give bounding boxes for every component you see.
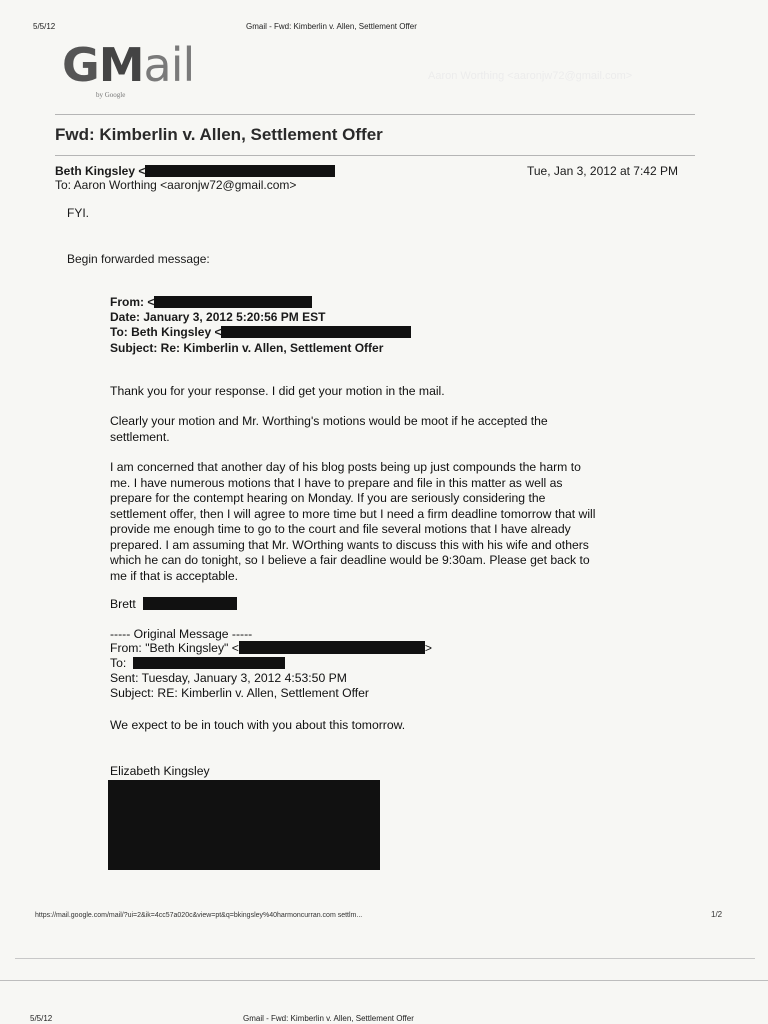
gmail-logo[interactable] — [62, 38, 194, 92]
fwd-para-2-line-1: Clearly your motion and Mr. Worthing's motions would be moot if he accepted the — [110, 414, 548, 428]
fwd-from-line — [110, 295, 312, 310]
fwd-para-1: Thank you for your response. I did get your motion in the mail. — [110, 384, 445, 398]
orig-body: We expect to be in touch with you about this tomorrow. — [110, 718, 406, 732]
fwd-para-3-line: provide me enough time to go to the court and file several motions that I have already — [110, 522, 571, 536]
orig-to-label: To: — [110, 656, 127, 670]
fwd-para-3-line: me if that is acceptable. — [110, 568, 239, 583]
logo-rest: ail — [143, 38, 195, 92]
page-number: 1/2 — [711, 910, 723, 919]
redaction-signoff-surname — [143, 597, 237, 610]
fwd-to-line — [110, 325, 411, 340]
account-email[interactable]: Aaron Worthing <aaronjw72@gmail.com> — [428, 70, 633, 82]
orig-from-close: > — [424, 641, 433, 655]
logo-g: G — [62, 38, 99, 92]
redaction-fwd-to — [221, 326, 411, 338]
email-subject: Fwd: Kimberlin v. Allen, Settlement Offer — [55, 125, 383, 144]
print-date: 5/5/12 — [33, 22, 56, 31]
logo-m: M — [98, 38, 144, 92]
sender-name: Beth Kingsley < — [55, 164, 146, 178]
subject-divider — [55, 155, 695, 156]
redaction-orig-to — [133, 657, 285, 669]
page-break-line-1 — [15, 958, 755, 959]
fwd-signoff — [110, 597, 237, 613]
page-break-line-2 — [0, 980, 768, 981]
fwd-subject-line: Subject: Re: Kimberlin v. Allen, Settlement Offer — [110, 341, 384, 355]
orig-sent-line: Sent: Tuesday, January 3, 2012 4:53:50 PM — [110, 671, 347, 685]
signoff-name: Brett — [110, 597, 136, 611]
fwd-to-label: To: Beth Kingsley < — [110, 325, 222, 339]
redaction-fwd-from — [154, 296, 312, 308]
redaction-sender-email — [145, 165, 335, 177]
fwd-para-3-line: settlement offer, then I will agree to more time but I need a firm deadline tomorrow that will — [110, 506, 596, 521]
top-divider — [55, 114, 695, 115]
next-page-title: Gmail - Fwd: Kimberlin v. Allen, Settlement Offer — [243, 1014, 414, 1023]
next-page-date: 5/5/12 — [30, 1014, 53, 1023]
fwd-para-3 — [110, 460, 670, 584]
fwd-date-line: Date: January 3, 2012 5:20:56 PM EST — [110, 310, 326, 324]
redaction-orig-from — [239, 641, 425, 654]
fwd-para-3-line: prepared. I am assuming that Mr. WOrthing wants to discuss this with his wife and others — [110, 537, 589, 552]
orig-from-line — [110, 641, 432, 657]
orig-signature-name: Elizabeth Kingsley — [110, 764, 210, 778]
fyi-text: FYI. — [67, 206, 90, 220]
begin-forwarded-text: Begin forwarded message: — [67, 252, 210, 266]
original-message-divider: ----- Original Message ----- — [110, 627, 253, 641]
footer-url[interactable]: https://mail.google.com/mail/?ui=2&ik=4cc57a020c&view=pt&q=bkingsley%40harmoncurran.com settlm... — [35, 912, 363, 919]
email-timestamp: Tue, Jan 3, 2012 at 7:42 PM — [527, 164, 678, 178]
fwd-para-3-line: which he can do tonight, so I believe a fair deadline would be 9:30am. Please get back to — [110, 553, 590, 567]
logo-by-google: by Google — [96, 91, 126, 99]
fwd-para-2-line-2: settlement. — [110, 429, 170, 444]
fwd-from-label: From: < — [110, 295, 155, 309]
fwd-para-3-line: prepare for the contempt hearing on Monday. If you are seriously considering the — [110, 491, 546, 505]
recipient-line: To: Aaron Worthing <aaronjw72@gmail.com> — [55, 178, 297, 192]
orig-to-line — [110, 656, 285, 672]
fwd-para-3-line: me. I have numerous motions that I have to prepare and file in this matter as well as — [110, 475, 563, 490]
orig-subject-line: Subject: RE: Kimberlin v. Allen, Settlement Offer — [110, 686, 369, 700]
orig-from-label: From: "Beth Kingsley" < — [110, 641, 239, 655]
print-title: Gmail - Fwd: Kimberlin v. Allen, Settlement Offer — [246, 22, 417, 31]
fwd-para-2 — [110, 414, 548, 445]
fwd-para-3-line: I am concerned that another day of his blog posts being up just compounds the harm to — [110, 460, 581, 474]
sender-line — [55, 164, 335, 179]
redaction-signature-block — [108, 780, 380, 870]
